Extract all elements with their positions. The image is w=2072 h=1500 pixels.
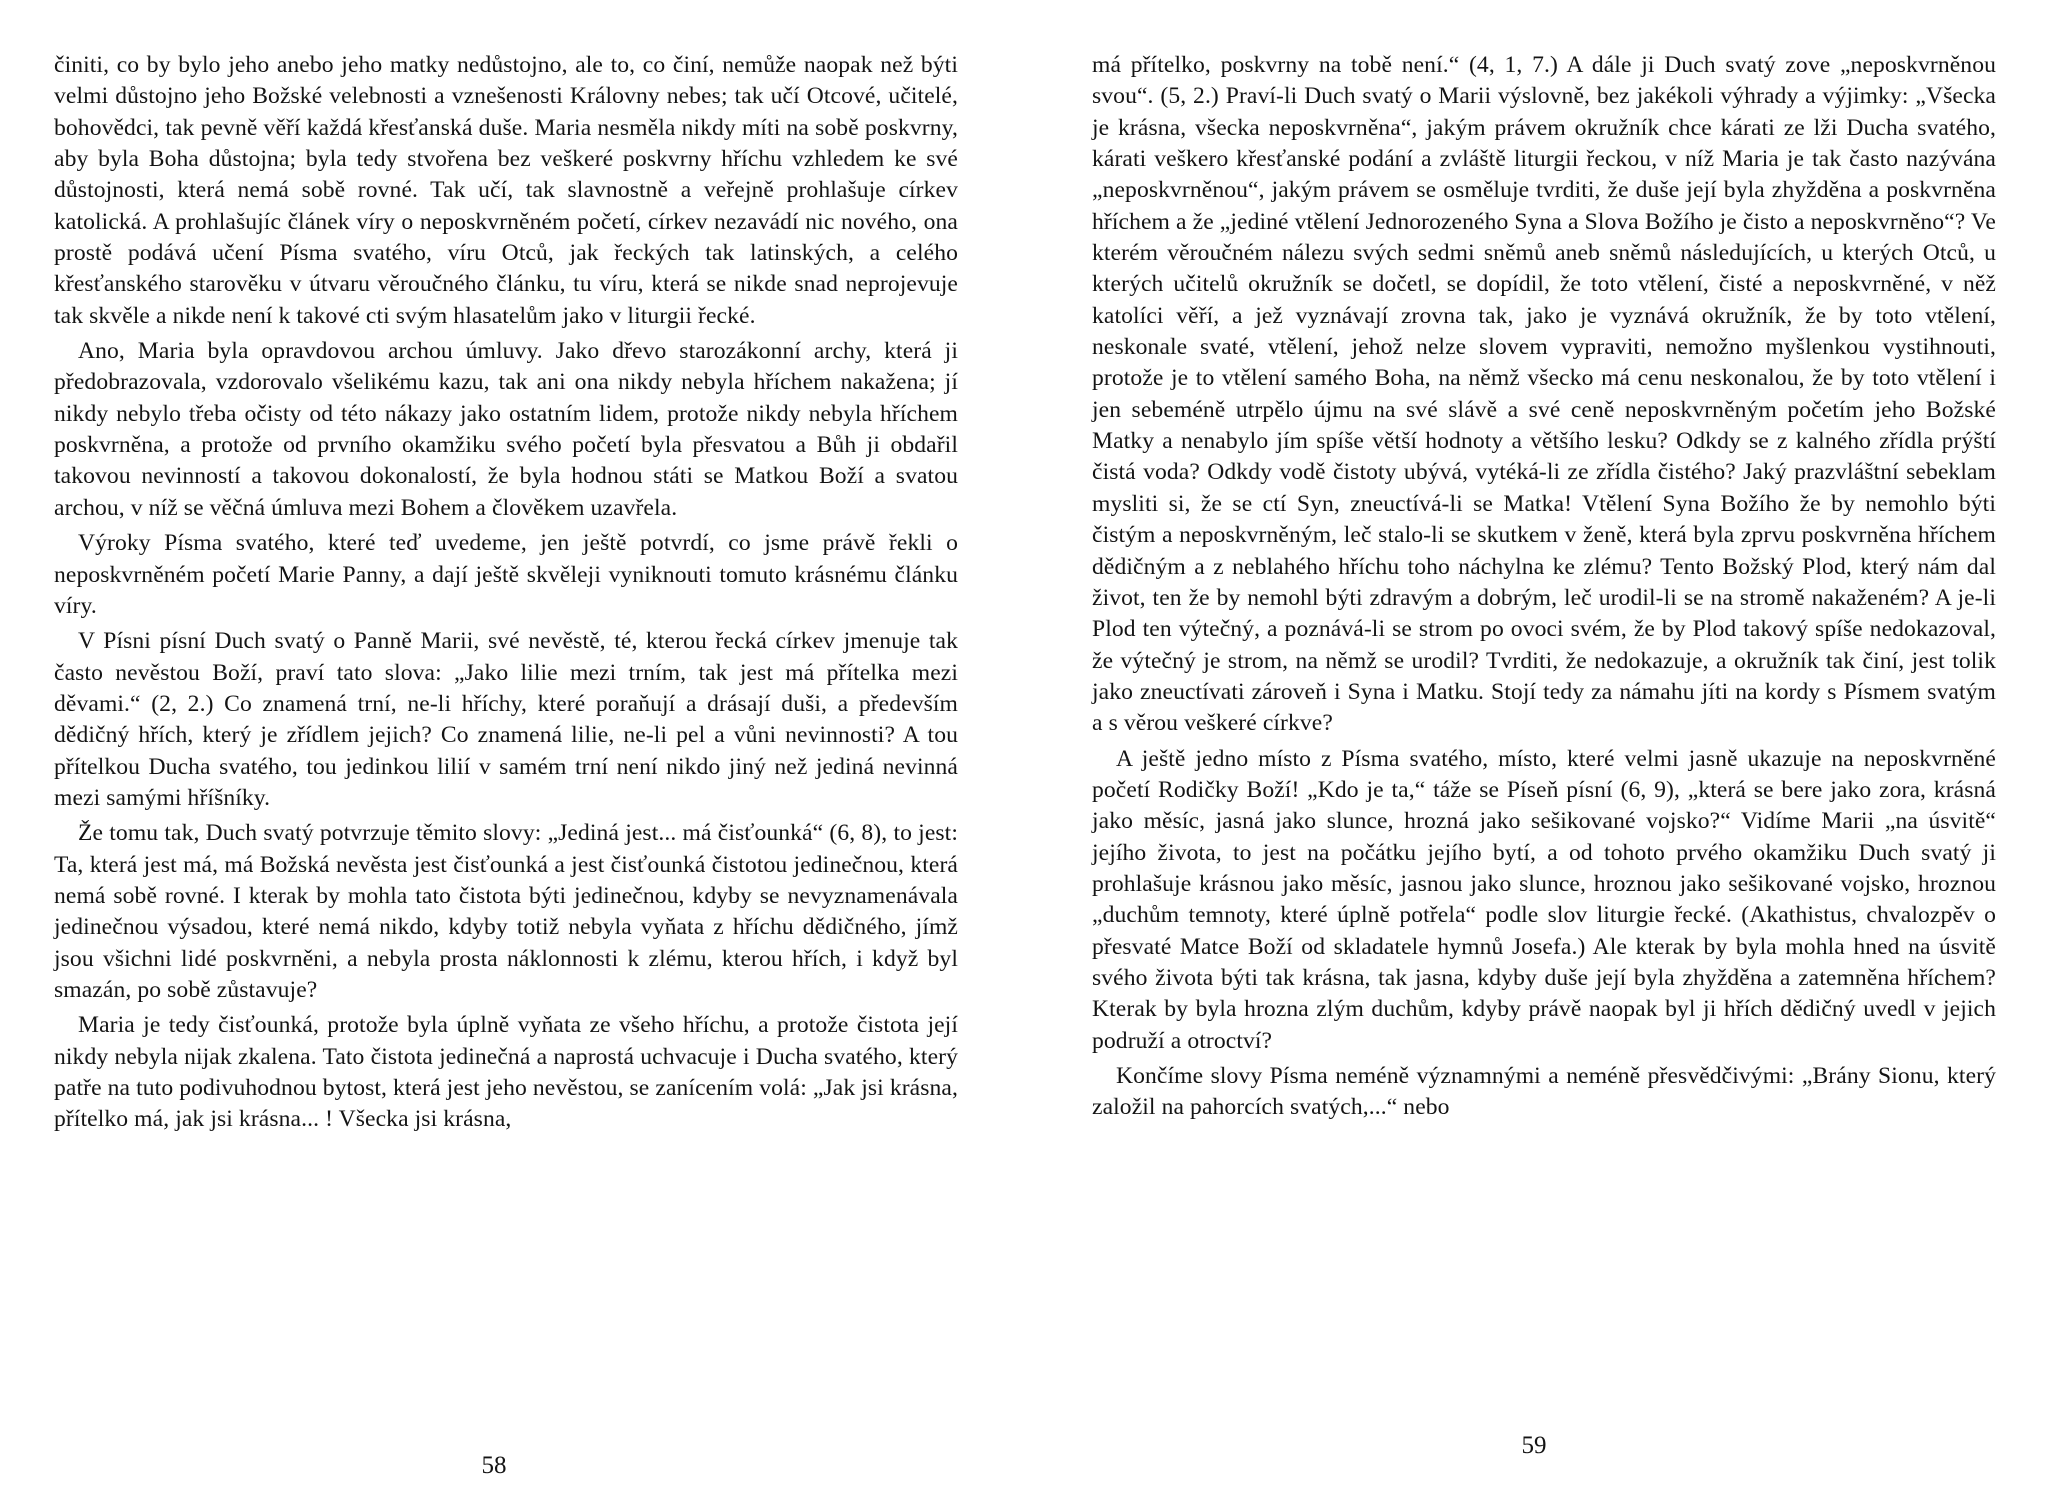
right-page-text xyxy=(1092,50,1996,1124)
paragraph: Ano, Maria byla opravdovou archou úmluvy. Jako dřevo starozákonní archy, která ji předobrazovala, vzdorovalo všelikému kazu, tak ani ona nikdy nebyla hříchem nakažena; jí nikdy nebylo třeba očisty od této nákazy jako ostatním lidem, protože nikdy nebyla hříchem poskvrněna, a protože od prvního okamžiku svého početí byla přesvatou a Bůh ji obdařil takovou nevinností a takovou dokonalostí, že byla hodnou státi se Matkou Boží a svatou archou, v níž se věčná úmluva mezi Bohem a člověkem uzavřela. xyxy=(54,338,958,521)
paragraph: Končíme slovy Písma neméně významnými a neméně přesvědčivými: „Brány Sionu, který založil na pahorcích svatých,...“ nebo xyxy=(1092,1063,1996,1121)
paragraph: činiti, co by bylo jeho anebo jeho matky nedůstojno, ale to, co činí, nemůže naopak než býti velmi důstojno jeho Božské velebnosti a vznešenosti Královny nebes; tak učí Otcové, učitelé, bohovědci, tak pevně věří každá křesťanská duše. Maria nesměla nikdy míti na sobě poskvrny, aby byla Boha důstojna; byla tedy stvořena bez veškeré poskvrny hříchu vzhledem ke své důstojnosti, která nemá sobě rovné. Tak učí, tak slavnostně a veřejně prohlašuje církev katolická. A prohlašujíc článek víry o neposkvrněném početí, církev nezavádí nic nového, ona prostě podává učení Písma svatého, víru Otců, jak řeckých tak latinských, a celého křesťanského starověku v útvaru věroučného článku, tu víru, která se nikde snad neprojevuje tak skvěle a nikde není k takové cti svým hlasatelům jako v liturgii řecké. xyxy=(54,52,958,329)
paragraph: V Písni písní Duch svatý o Panně Marii, své nevěstě, té, kterou řecká církev jmenuje tak často nevěstou Boží, praví tato slova: „Jako lilie mezi trním, tak jest má přítelka mezi děvami.“ (2, 2.) Co znamená trní, ne-li hříchy, které poraňují a drásají duši, a především dědičný hřích, který je zřídlem jejich? Co znamená lilie, ne-li pel a vůni nevinnosti? A tou přítelkou Ducha svatého, tou jedinkou lilií v samém trní není nikdo jiný než jediná nevinná mezi samými hříšníky. xyxy=(54,628,958,811)
paragraph: Maria je tedy čisťounká, protože byla úplně vyňata ze všeho hříchu, a protože čistota její nikdy nebyla nijak zkalena. Tato čistota jedinečná a naprostá uchvacuje i Ducha svatého, který patře na tuto podivuhodnou bytost, která jest jeho nevěstou, se zanícením volá: „Jak jsi krásna, přítelko má, jak jsi krásna... ! Všecka jsi krásna, xyxy=(54,1012,958,1133)
left-page xyxy=(54,50,958,1490)
paragraph: Že tomu tak, Duch svatý potvrzuje těmito slovy: „Jediná jest... má čisťounká“ (6, 8), to jest: Ta, která jest má, má Božská nevěsta jest čisťounká a jest čisťounká čistotou jedinečnou, která nemá sobě rovné. I kterak by mohla tato čistota býti jedinečnou, kdyby se nevyznamenávala jedinečnou výsadou, které nemá nikdo, kdyby totiž nebyla vyňata z hříchu dědičného, jímž jsou všichni lidé poskvrněni, a nebyla prosta náklonnosti k zlému, kterou hřích, i když byl smazán, po sobě zůstavuje? xyxy=(54,820,958,1003)
page-number: 59 xyxy=(1521,1432,1547,1459)
paragraph: Výroky Písma svatého, které teď uvedeme, jen ještě potvrdí, co jsme právě řekli o neposkvrněném početí Marie Panny, a dají ještě skvěleji vyniknouti tomuto krásnému článku víry. xyxy=(54,530,958,619)
page-number: 58 xyxy=(481,1452,507,1479)
paragraph: A ještě jedno místo z Písma svatého, místo, které velmi jasně ukazuje na neposkvrněné početí Rodičky Boží! „Kdo je ta,“ táže se Píseň písní (6, 9), „která se bere jako zora, krásná jako měsíc, jasná jako slunce, hrozná jako sešikované vojsko?“ Vidíme Marii „na úsvitě“ jejího života, to jest na počátku jejího bytí, a od tohoto prvého okamžiku Duch svatý ji prohlašuje krásnou jako měsíc, jasnou jako slunce, hroznou jako sešikované vojsko, hroznou „duchům temnoty, které úplně potřela“ podle slov liturgie řecké. (Akathistus, chvalozpěv o přesvaté Matce Boží od skladatele hymnů Josefa.) Ale kterak by byla mohla hned na úsvitě svého života býti tak krásna, tak jasna, kdyby duše její byla zhyžděna a zatemněna hříchem? Kterak by byla hrozna zlým duchům, kdyby právě naopak byl ji hřích dědičný uvedl v jejich podruží a otroctví? xyxy=(1092,745,1996,1054)
left-page-text xyxy=(54,50,958,1136)
paragraph: má přítelko, poskvrny na tobě není.“ (4, 1, 7.) A dále ji Duch svatý zove „neposkvrněnou svou“. (5, 2.) Praví-li Duch svatý o Marii výslovně, bez jakékoli výhrady a výjimky: „Všecka je krásna, všecka neposkvrněna“, jakým právem okružník chce kárati ze lži Ducha svatého, kárati veškero křesťanské podání a zvláště liturgii řeckou, v níž Maria je tak často nazývána „neposkvrněnou“, jakým právem se osměluje tvrditi, že duše její byla zhyžděna a poskvrněna hříchem a že „jediné vtělení Jednorozeného Syna a Slova Božího je čisto a neposkvrněno“? Ve kterém věroučném nálezu svých sedmi sněmů aneb sněmů následujících, u kterých Otců, u kterých učitelů okružník se dočetl, se dopídil, že toto vtělení, čisté a neposkvrněné, v něž katolíci věří, a jež vyznávají zrovna tak, jako je vyznává okružník, že by toto vtělení, neskonale svaté, vtělení, jehož nelze slovem vypraviti, nemožno myšlenkou vystihnouti, protože je to vtělení samého Boha, na němž všecko má cenu neskonalou, že by toto vtělení i jen sebeméně utrpělo újmu na své slávě a své ceně neposkvrněným početím jeho Božské Matky a nenabylo jím spíše větší hodnoty a většího lesku? Odkdy se z kalného zřídla prýští čistá voda? Odkdy vodě čistoty ubývá, vytéká-li ze zřídla čistého? Jaký prazvláštní sebeklam mysliti si, že se ctí Syn, zneuctívá-li se Matka! Vtělení Syna Božího že by nemohlo býti čistým a neposkvrněným, leč stalo-li se skutkem v ženě, která byla zprvu poskvrněna hříchem dědičným a z neblahého hříchu toho náchylna ke zlému? Tento Božský Plod, který nám dal život, ten že by nemohl býti zdravým a dobrým, leč urodil-li se na stromě nakaženém? A je-li Plod ten výtečný, a poznává-li se strom po ovoci svém, že by Plod takový spíše nedokazoval, že výtečný je strom, na němž se urodil? Tvrditi, že nedokazuje, a okružník tak činí, jest tolik jako zneuctívati zároveň i Syna i Matku. Stojí tedy za námahu jíti na kordy s Písmem svatým a s věrou veškeré církve? xyxy=(1092,52,1996,737)
right-page xyxy=(1092,50,1996,1490)
